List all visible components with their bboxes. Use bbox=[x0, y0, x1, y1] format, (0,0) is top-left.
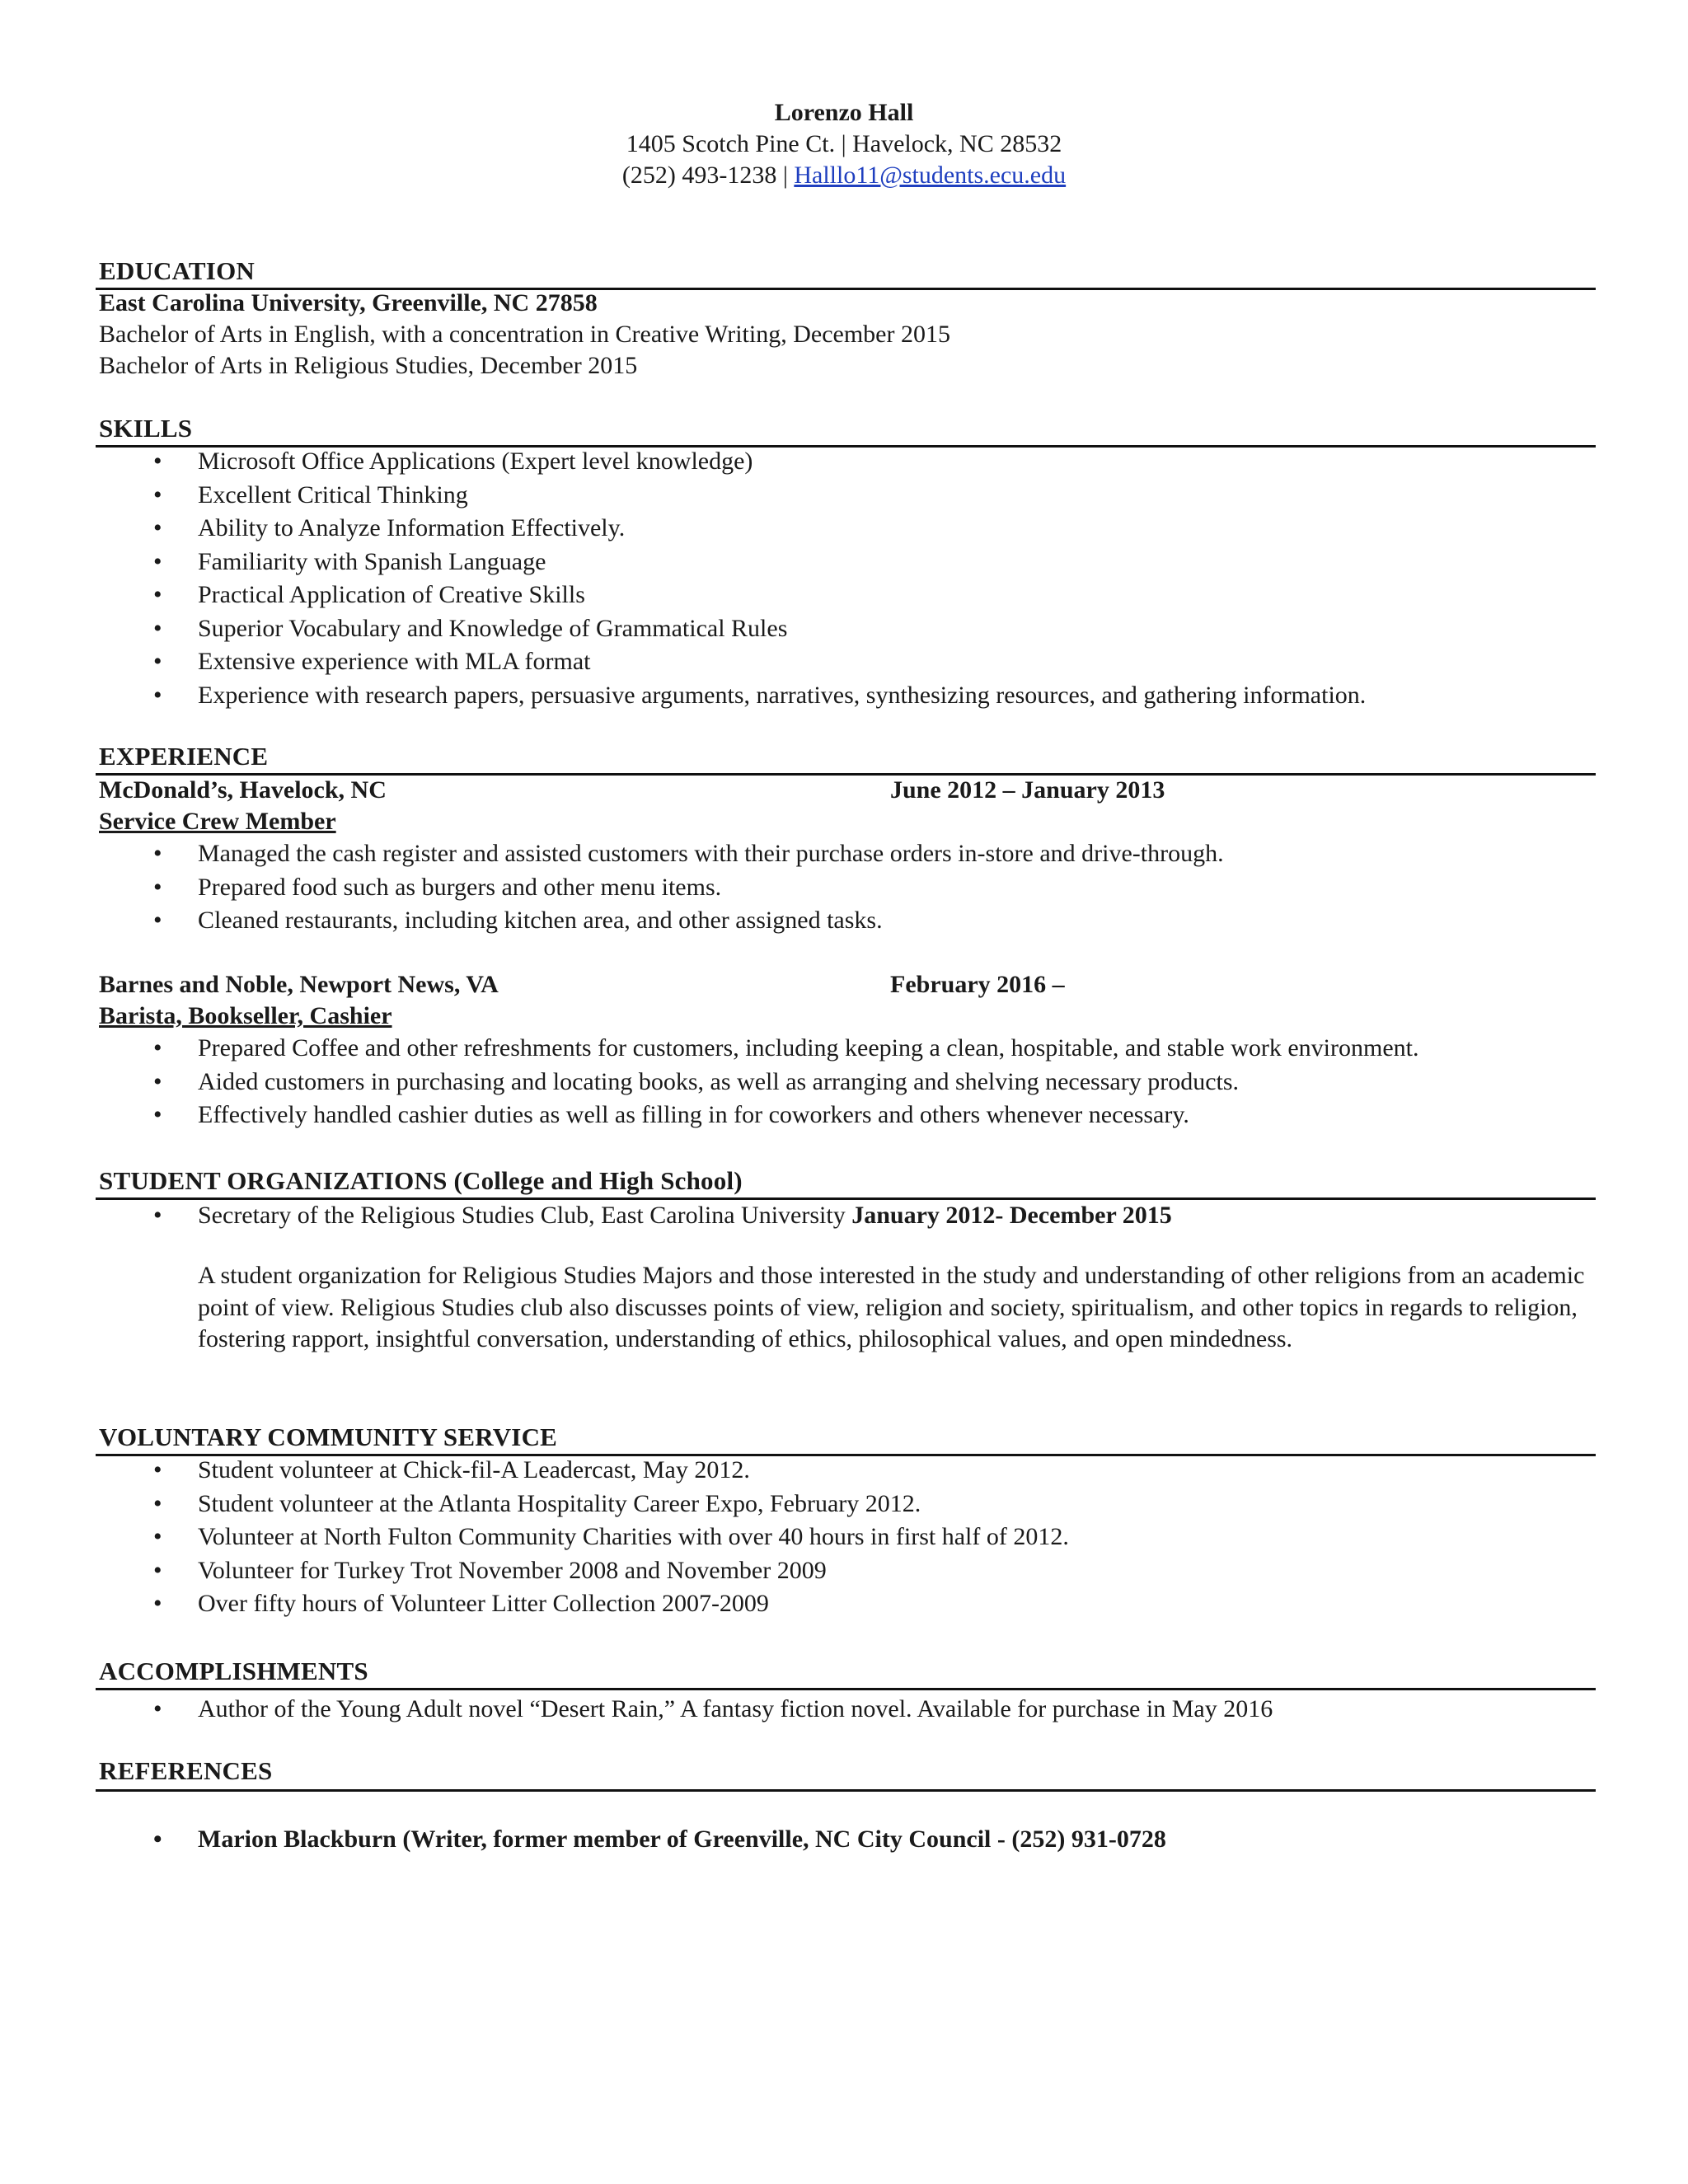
job-2-dates: February 2016 – bbox=[890, 971, 1065, 998]
list-item: • Prepared food such as burgers and other menu items. bbox=[99, 871, 1582, 905]
list-item: • Over fifty hours of Volunteer Litter Collection 2007-2009 bbox=[99, 1587, 1582, 1621]
list-item: • Managed the cash register and assisted customers with their purchase orders in-store and drive-through. bbox=[99, 837, 1582, 871]
resume-header bbox=[0, 97, 1688, 191]
references-list bbox=[99, 1823, 1582, 1857]
list-item: • Effectively handled cashier duties as well as filling in for coworkers and others whenever necessary. bbox=[99, 1099, 1582, 1132]
candidate-name: Lorenzo Hall bbox=[774, 99, 914, 126]
job-2-employer: Barnes and Noble, Newport News, VA bbox=[99, 971, 499, 998]
job-1-employer: McDonald’s, Havelock, NC bbox=[99, 776, 387, 804]
list-item: • Microsoft Office Applications (Expert level knowledge) bbox=[99, 445, 1582, 479]
candidate-email-link[interactable]: Halllo11@students.ecu.edu bbox=[794, 162, 1067, 189]
job-1-dates: June 2012 – January 2013 bbox=[890, 776, 1165, 804]
list-item: • Aided customers in purchasing and locating books, as well as arranging and shelving necessary products. bbox=[99, 1066, 1582, 1099]
list-item: • Superior Vocabulary and Knowledge of Grammatical Rules bbox=[99, 612, 1582, 646]
list-item: • Prepared Coffee and other refreshments for customers, including keeping a clean, hospitable, and stable work environment. bbox=[99, 1032, 1582, 1066]
job-2-duties bbox=[99, 1032, 1582, 1132]
service-heading: VOLUNTARY COMMUNITY SERVICE bbox=[99, 1422, 558, 1451]
list-item: • Student volunteer at the Atlanta Hospitality Career Expo, February 2012. bbox=[99, 1488, 1582, 1521]
accomplishments-heading: ACCOMPLISHMENTS bbox=[99, 1657, 368, 1685]
candidate-phone: (252) 493-1238 | bbox=[621, 162, 795, 189]
list-item: • Student volunteer at Chick-fil-A Leadercast, May 2012. bbox=[99, 1454, 1582, 1488]
references-heading: REFERENCES bbox=[99, 1756, 273, 1785]
organization-dates: January 2012- December 2015 bbox=[851, 1202, 1172, 1229]
list-item: • Volunteer at North Fulton Community Charities with over 40 hours in first half of 2012. bbox=[99, 1521, 1582, 1554]
experience-heading: EXPERIENCE bbox=[99, 742, 269, 771]
organization-role: Secretary of the Religious Studies Club, East Carolina University bbox=[198, 1202, 852, 1229]
contact-line bbox=[0, 160, 1688, 191]
education-degree-1: Bachelor of Arts in English, with a concentration in Creative Writing, December 2015 bbox=[99, 321, 950, 348]
education-heading: EDUCATION bbox=[99, 256, 255, 285]
organizations-list bbox=[99, 1199, 1582, 1233]
skills-heading: SKILLS bbox=[99, 414, 193, 443]
list-item: • Practical Application of Creative Skills bbox=[99, 579, 1582, 612]
list-item: • Experience with research papers, persuasive arguments, narratives, synthesizing resources, and gathering information. bbox=[99, 679, 1582, 713]
job-1-duties bbox=[99, 837, 1582, 938]
list-item: • Familiarity with Spanish Language bbox=[99, 546, 1582, 579]
job-2-role: Barista, Bookseller, Cashier bbox=[99, 1002, 392, 1029]
service-list bbox=[99, 1454, 1582, 1621]
organization-description: A student organization for Religious Studies Majors and those interested in the study and understanding of other religions from an academic point of view. Religious Studies club also discusses points of view, religion and society, spiritualism, and other topics in regards to religion, fostering rapport, insightful conversation, understanding of ethics, philosophical values, and open mindedness. bbox=[198, 1262, 1585, 1352]
list-item: • Ability to Analyze Information Effectively. bbox=[99, 512, 1582, 546]
accomplishments-list bbox=[99, 1693, 1582, 1727]
references-rule bbox=[96, 1789, 1596, 1792]
education-school: East Carolina University, Greenville, NC 27858 bbox=[99, 289, 598, 316]
list-item: • Volunteer for Turkey Trot November 2008 and November 2009 bbox=[99, 1554, 1582, 1588]
list-item: • Extensive experience with MLA format bbox=[99, 645, 1582, 679]
job-1-role: Service Crew Member bbox=[99, 808, 336, 835]
skills-list bbox=[99, 445, 1582, 712]
list-item: • Excellent Critical Thinking bbox=[99, 479, 1582, 513]
education-degree-2: Bachelor of Arts in Religious Studies, December 2015 bbox=[99, 352, 638, 379]
list-item: • Cleaned restaurants, including kitchen area, and other assigned tasks. bbox=[99, 904, 1582, 938]
list-item: • Marion Blackburn (Writer, former member of Greenville, NC City Council - (252) 931-0728 bbox=[99, 1823, 1582, 1857]
list-item: • Author of the Young Adult novel “Desert Rain,” A fantasy fiction novel. Available for purchase in May 2016 bbox=[99, 1693, 1582, 1727]
accomplishments-rule bbox=[96, 1688, 1596, 1690]
candidate-address: 1405 Scotch Pine Ct. | Havelock, NC 28532 bbox=[626, 130, 1062, 157]
organizations-heading: STUDENT ORGANIZATIONS (College and High School) bbox=[99, 1166, 743, 1195]
list-item bbox=[99, 1199, 1582, 1233]
